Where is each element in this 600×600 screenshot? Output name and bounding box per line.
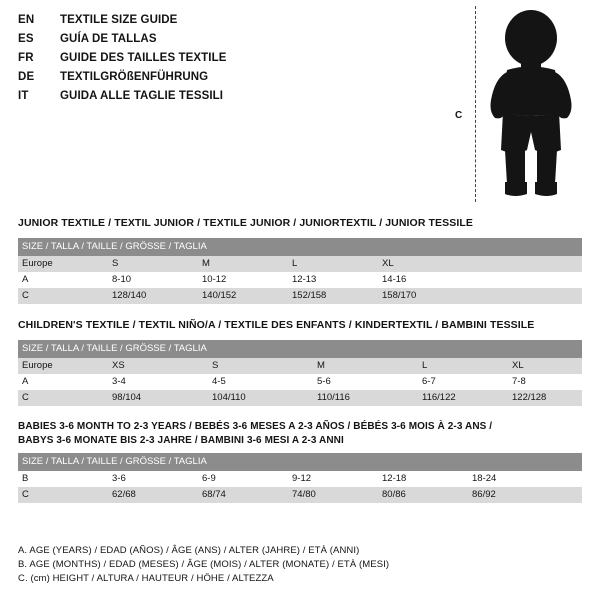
section-title-children: CHILDREN'S TEXTILE / TEXTIL NIÑO/A / TEXTILE DES ENFANTS / KINDERTEXTIL / BAMBINI TESSILE [18,319,535,331]
cell-value: 110/116 [313,390,418,406]
language-row [18,90,438,107]
row-label: C [18,390,108,406]
cell-value: 12-13 [288,272,378,288]
legend-line-b: B. AGE (MONTHS) / EDAD (MESES) / ÂGE (MOIS) / ALTER (MONATE) / ETÀ (MESI) [18,559,390,570]
language-row [18,71,438,88]
column-size: S [208,358,313,374]
legend-line-c: C. (cm) HEIGHT / ALTURA / HAUTEUR / HÖHE / ALTEZZA [18,573,274,584]
column-region: Europe [18,256,108,272]
legend-line-a: A. AGE (YEARS) / EDAD (AÑOS) / ÂGE (ANS) / ALTER (JAHRE) / ETÀ (ANNI) [18,545,360,556]
language-row [18,52,438,69]
junior-size-table [18,238,582,304]
height-dashed-line [475,6,476,202]
language-code: DE [18,71,35,83]
cell-value: 158/170 [378,288,582,304]
toddler-silhouette-icon [477,8,585,200]
cell-value: 12-18 [378,471,468,487]
table-row [18,358,582,374]
cell-value: 62/68 [108,487,198,503]
column-size: XS [108,358,208,374]
language-title: TEXTILGRÖßENFÜHRUNG [60,71,209,83]
column-size: XL [508,358,582,374]
column-size: L [418,358,508,374]
cell-value: 3-6 [108,471,198,487]
cell-value: 3-4 [108,374,208,390]
cell-value: 18-24 [468,471,582,487]
table-row [18,471,582,487]
table-row [18,390,582,406]
table-header-row [18,340,582,358]
cell-value: 140/152 [198,288,288,304]
column-size: XL [378,256,582,272]
table-header-row [18,238,582,256]
babies-size-table [18,453,582,503]
cell-value: 74/80 [288,487,378,503]
cell-value: 14-16 [378,272,582,288]
cell-value: 4-5 [208,374,313,390]
cell-value: 104/110 [208,390,313,406]
table-row [18,288,582,304]
legend [18,544,578,586]
cell-value: 68/74 [198,487,288,503]
cell-value: 122/128 [508,390,582,406]
column-size: L [288,256,378,272]
table-row [18,374,582,390]
language-code: EN [18,14,35,26]
cell-value: 10-12 [198,272,288,288]
row-label: A [18,272,108,288]
cell-value: 5-6 [313,374,418,390]
cell-value: 7-8 [508,374,582,390]
language-title: GUIDE DES TAILLES TEXTILE [60,52,227,64]
height-measure-label: C [455,110,463,121]
table-header-label: SIZE / TALLA / TAILLE / GRÖSSE / TAGLIA [18,340,582,358]
table-header-label: SIZE / TALLA / TAILLE / GRÖSSE / TAGLIA [18,238,582,256]
section-title-babies-line1: BABIES 3-6 MONTH TO 2-3 YEARS / BEBÉS 3-6 MESES A 2-3 AÑOS / BÉBÉS 3-6 MOIS À 2-3 ANS / [18,421,493,432]
table-row [18,487,582,503]
cell-value: 6-7 [418,374,508,390]
cell-value: 6-9 [198,471,288,487]
row-label: C [18,487,108,503]
cell-value: 98/104 [108,390,208,406]
measurement-figure [455,6,585,202]
language-title: GUIDA ALLE TAGLIE TESSILI [60,90,224,102]
language-row [18,14,438,31]
column-size: M [313,358,418,374]
column-size: S [108,256,198,272]
table-row [18,272,582,288]
cell-value: 152/158 [288,288,378,304]
language-code: FR [18,52,34,64]
cell-value: 9-12 [288,471,378,487]
language-code: IT [18,90,29,102]
row-label: C [18,288,108,304]
language-code: ES [18,33,34,45]
row-label: B [18,471,108,487]
section-title-babies-line2: BABYS 3-6 MONATE BIS 2-3 JAHRE / BAMBINI 3-6 MESI A 2-3 ANNI [18,435,344,446]
cell-value: 128/140 [108,288,198,304]
cell-value: 86/92 [468,487,582,503]
cell-value: 116/122 [418,390,508,406]
children-size-table [18,340,582,406]
row-label: A [18,374,108,390]
language-title: GUÍA DE TALLAS [60,33,157,45]
language-row [18,33,438,50]
section-title-junior: JUNIOR TEXTILE / TEXTIL JUNIOR / TEXTILE JUNIOR / JUNIORTEXTIL / JUNIOR TESSILE [18,217,473,229]
language-header [18,14,438,109]
column-size: M [198,256,288,272]
table-header-label: SIZE / TALLA / TAILLE / GRÖSSE / TAGLIA [18,453,582,471]
cell-value: 80/86 [378,487,468,503]
column-region: Europe [18,358,108,374]
table-header-row [18,453,582,471]
language-title: TEXTILE SIZE GUIDE [60,14,178,26]
table-row [18,256,582,272]
cell-value: 8-10 [108,272,198,288]
